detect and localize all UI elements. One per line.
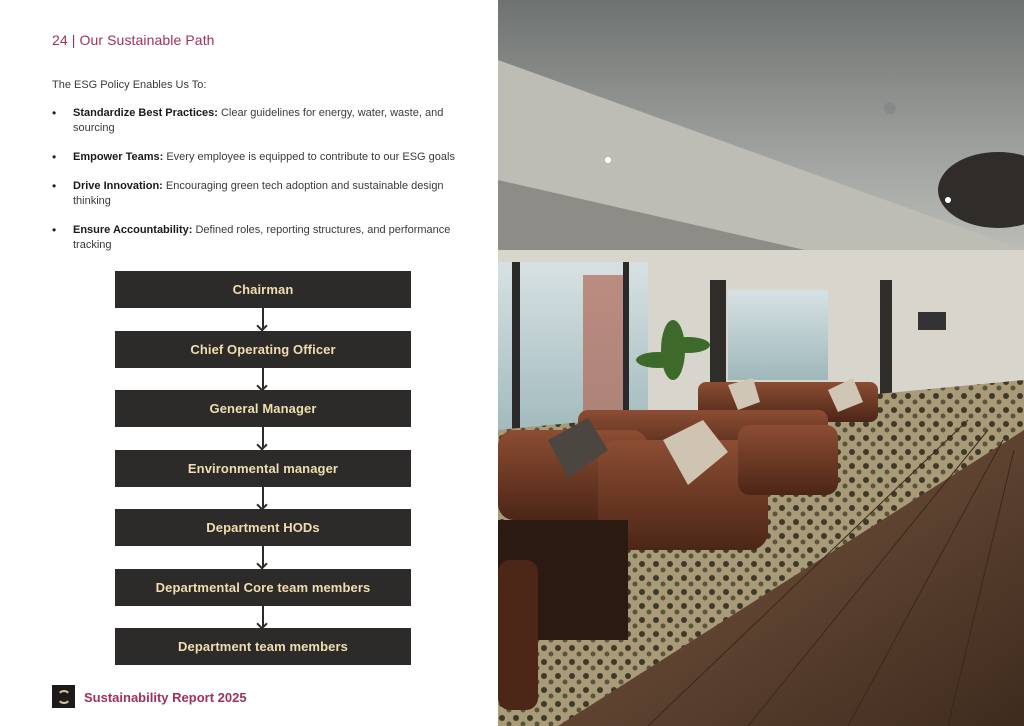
arrow-down-icon bbox=[262, 308, 264, 329]
bullet-icon: • bbox=[52, 150, 57, 164]
bullet-text: Every employee is equipped to contribute to our ESG goals bbox=[163, 151, 455, 163]
org-box-core-team: Departmental Core team members bbox=[115, 569, 411, 606]
list-item bbox=[52, 150, 472, 165]
arrow-down-icon bbox=[262, 546, 264, 567]
bullet-heading: Drive Innovation: bbox=[73, 180, 163, 192]
arrow-down-icon bbox=[262, 487, 264, 508]
arrow-down-icon bbox=[262, 368, 264, 389]
list-item bbox=[52, 223, 472, 253]
bullet-text: Encouraging green tech adoption and sustainable design thinking bbox=[73, 180, 444, 207]
bullet-heading: Ensure Accountability: bbox=[73, 224, 193, 236]
hotel-lounge-photo bbox=[498, 0, 1024, 726]
bullet-heading: Standardize Best Practices: bbox=[73, 107, 218, 119]
bullet-icon: • bbox=[52, 223, 57, 237]
list-item bbox=[52, 179, 472, 209]
bullet-icon: • bbox=[52, 179, 57, 193]
org-box-department-hods: Department HODs bbox=[115, 509, 411, 546]
page-title: 24 | Our Sustainable Path bbox=[52, 32, 215, 48]
intro-text: The ESG Policy Enables Us To: bbox=[52, 79, 207, 91]
bullet-text: Clear guidelines for energy, water, waste, and sourcing bbox=[73, 107, 444, 134]
bullet-list bbox=[52, 106, 472, 267]
org-box-team-members: Department team members bbox=[115, 628, 411, 665]
text-page bbox=[0, 0, 498, 726]
org-box-coo: Chief Operating Officer bbox=[115, 331, 411, 368]
footer-title: Sustainability Report 2025 bbox=[84, 690, 247, 705]
arrow-down-icon bbox=[262, 606, 264, 627]
arrow-down-icon bbox=[262, 427, 264, 448]
list-item bbox=[52, 106, 472, 136]
org-box-chairman: Chairman bbox=[115, 271, 411, 308]
bullet-text: Defined roles, reporting structures, and performance tracking bbox=[73, 224, 451, 251]
brand-logo-icon bbox=[52, 685, 75, 708]
bullet-icon: • bbox=[52, 106, 57, 120]
bullet-heading: Empower Teams: bbox=[73, 151, 164, 163]
org-box-general-manager: General Manager bbox=[115, 390, 411, 427]
org-box-environmental-manager: Environmental manager bbox=[115, 450, 411, 487]
